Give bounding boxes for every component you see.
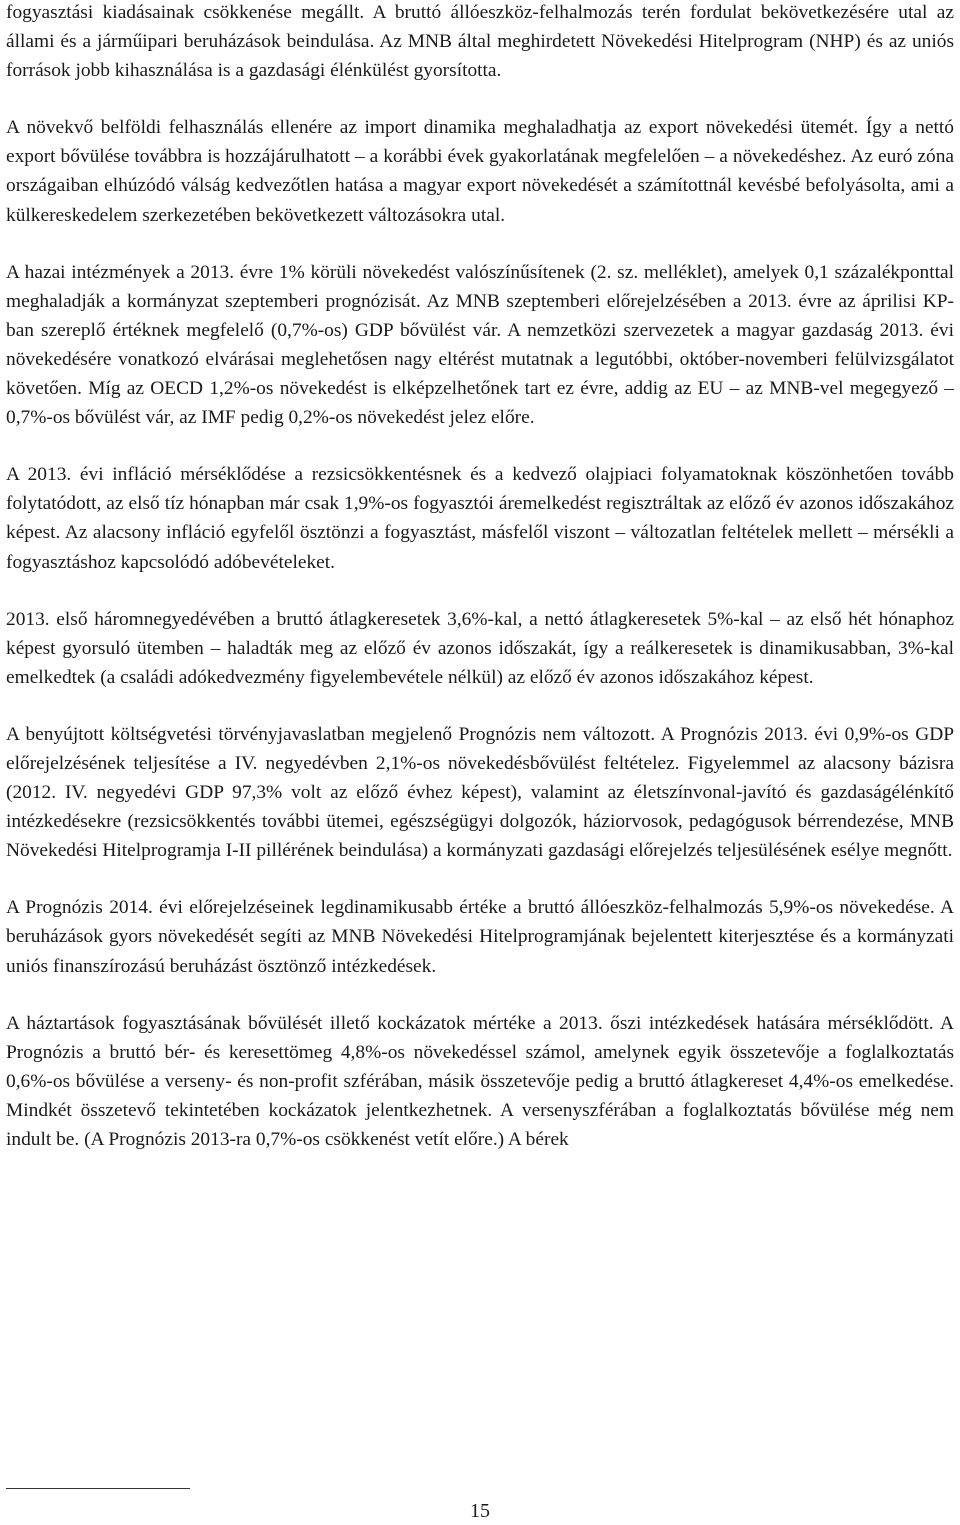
paragraph-household-risks: A háztartások fogyasztásának bővülését illető kockázatok mértéke a 2013. őszi intézkedések hatására mérséklődött. A Prognózis a bruttó bér- és keresettömeg 4,8%-os növekedéssel számol, amelynek egyik összetevője a foglalkoztatás 0,6%-os bővülése a verseny- és non-profit szférában, másik összetevője pedig a bruttó átlagkereset 4,4%-os emelkedése. Mindkét összetevő tekintetében kockázatok jelentkezhetnek. A versenyszférában a foglalkoztatás bővülése még nem indult be. (A Prognózis 2013-ra 0,7%-os csökkenést vetít előre.) A bérek [6,1012,954,1150]
paragraph-net-export: A növekvő belföldi felhasználás ellenére az import dinamika meghaladhatja az export növekedési ütemét. Így a nettó export bővülése továbbra is hozzájárulhatott – a korábbi évek gyakorlatának megfelelően – a növekedéshez. Az euró zóna országaiban elhúzódó válság kedvezőtlen hatása a magyar export növekedését a számítottnál kevésbé befolyásolta, ami a külkereskedelem szerkezetében bekövetkezett változásokra utal. [6,117,954,226]
paragraph-prognosis-2013: A benyújtott költségvetési törvényjavaslatban megjelenő Prognózis nem változott. A Prognózis 2013. évi 0,9%-os GDP előrejelzésének teljesítése a IV. negyedévben 2,1%-os növekedésbővülést feltételez. Figyelemmel az alacsony bázisra (2012. IV. negyedévi GDP 97,3% volt az előző évhez képest), valamint az életszínvonal-javító és gazdaságélénkítő intézkedésekre (rezsicsökkentés további ütemei, egészségügyi dolgozók, háziorvosok, pedagógusok bérrendezése, MNB Növekedési Hitelprogramja I-II pillérének beindulása) a kormányzati gazdasági előrejelzés teljesülésének esélye megnőtt. [6,723,954,862]
footer-divider [6,1488,190,1489]
paragraph-growth-forecasts: A hazai intézmények a 2013. évre 1% körüli növekedést valószínűsítenek (2. sz. melléklet), amelyek 0,1 százalékponttal meghaladják a kormányzat szeptemberi prognózisát. Az MNB szeptemberi előrejelzésében a 2013. évre az áprilisi KP-ban szereplő értéknek megfelelő (0,7%-os) GDP bővülést vár. A nemzetközi szervezetek a magyar gazdaság 2013. évi növekedésére vonatkozó elvárásai meglehetősen nagy eltérést mutatnak a legutóbbi, október-novemberi felülvizsgálatot követően. Míg az OECD 1,2%-os növekedést is elképzelhetőnek tart ez évre, addig az EU – az MNB-vel megegyező – 0,7%-os bővülést vár, az IMF pedig 0,2%-os növekedést jelez előre. [6,261,954,429]
paragraph-gdp-drivers: fogyasztási kiadásainak csökkenése megállt. A bruttó állóeszköz-felhalmozás terén fordulat bekövetkezésére utal az állami és a járműipari beruházások beindulása. Az MNB által meghirdetett Növekedési Hitelprogram (NHP) és az uniós források jobb kihasználása is a gazdasági élénkülést gyorsította. [6,2,954,82]
page-body [6,0,954,1182]
paragraph-wages: 2013. első háromnegyedévében a bruttó átlagkeresetek 3,6%-kal, a nettó átlagkeresetek 5%-kal – az első hét hónaphoz képest gyorsuló ütemben – haladták meg az előző év azonos időszakát, így a reálkeresetek is dinamikusabban, 3%-kal emelkedtek (a családi adókedvezmény figyelembevétele nélkül) az előző év azonos időszakához képest. [6,608,954,688]
paragraph-prognosis-2014: A Prognózis 2014. évi előrejelzéseinek legdinamikusabb értéke a bruttó állóeszköz-felhalmozás 5,9%-os növekedése. A beruházások gyors növekedését segíti az MNB Növekedési Hitelprogramjának bejelentett kiterjesztése és a kormányzati uniós finanszírozású beruházást ösztönző intézkedések. [6,897,954,977]
page-number: 15 [470,1500,490,1522]
paragraph-inflation: A 2013. évi infláció mérséklődése a rezsicsökkentésnek és a kedvező olajpiaci folyamatoknak köszönhetően tovább folytatódott, az első tíz hónapban már csak 1,9%-os fogyasztói áremelkedést regisztráltak az előző év azonos időszakához képest. Az alacsony infláció egyfelől ösztönzi a fogyasztást, másfelől viszont – változatlan feltételek mellett – mérsékli a fogyasztáshoz kapcsolódó adóbevételeket. [6,464,954,573]
